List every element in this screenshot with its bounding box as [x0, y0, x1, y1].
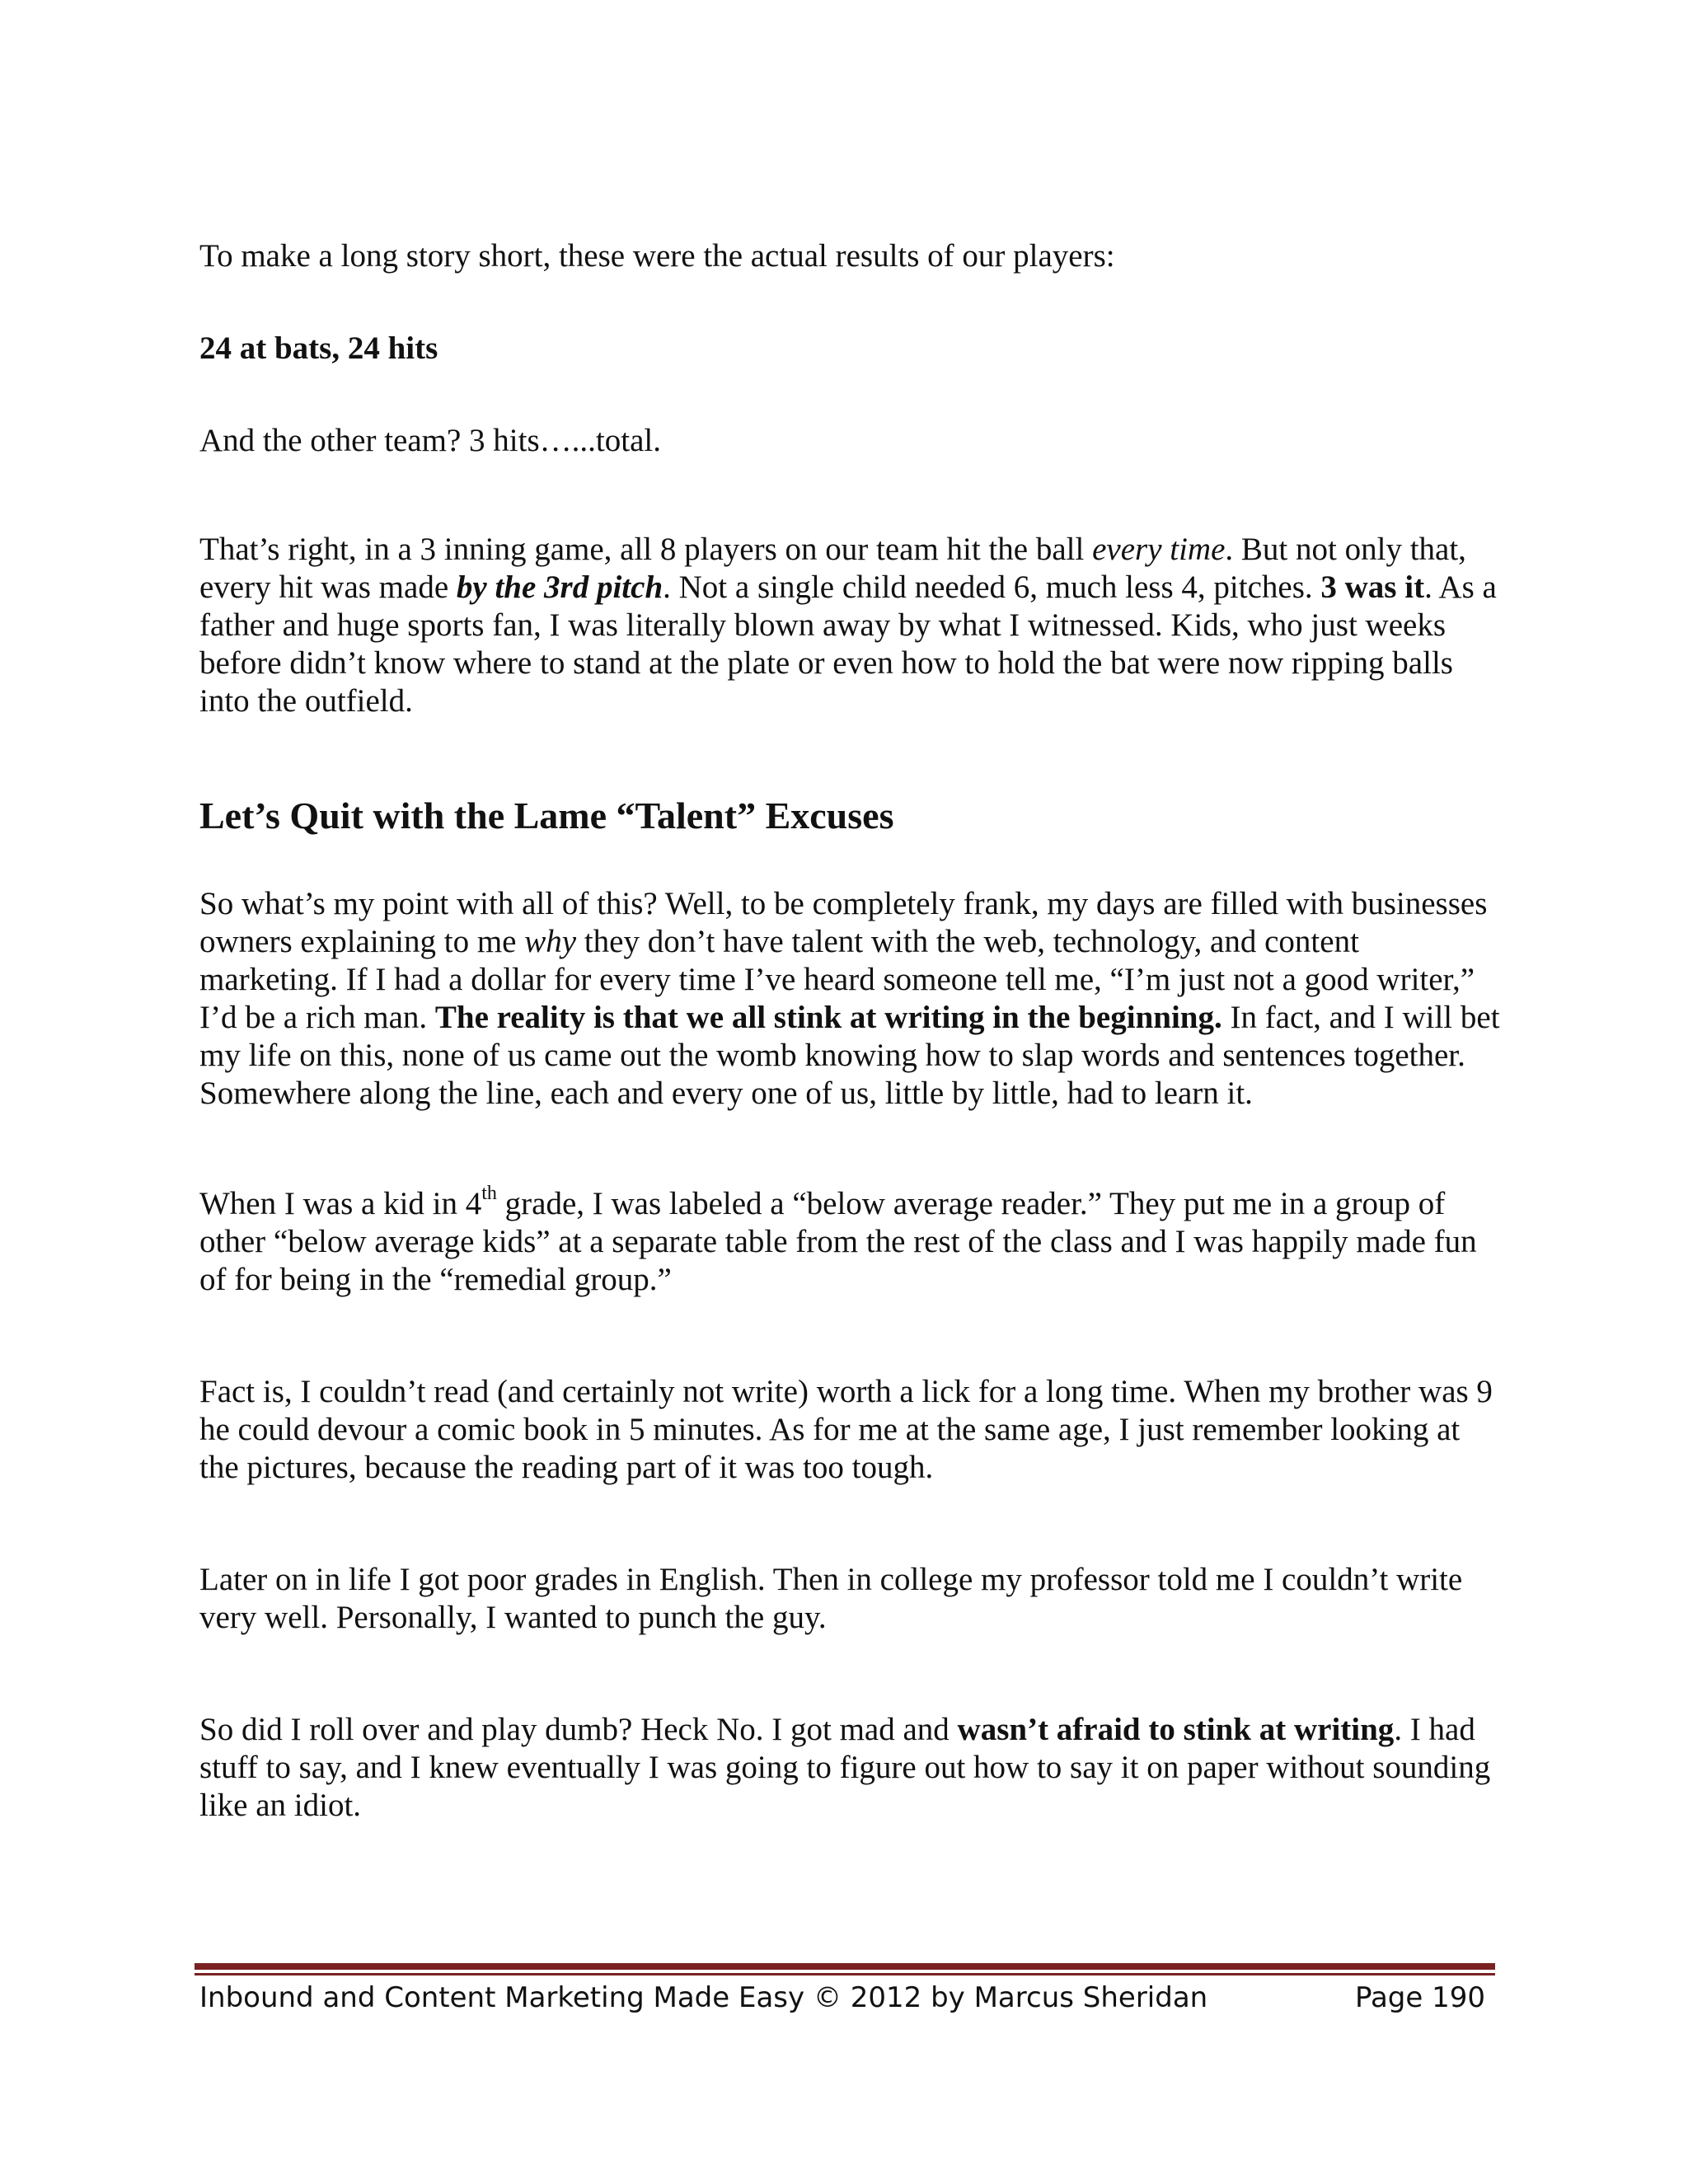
page-number: Page 190: [1354, 1981, 1485, 2014]
thats-right-paragraph: [199, 531, 1502, 720]
fourth-grade-paragraph: [199, 1185, 1502, 1299]
text-run: When I was a kid in 4: [199, 1186, 482, 1221]
text-run: In fact, and I will bet my life on this, none of us came out the womb knowing how to slap words and sentences together. Somewhere along the line, each and every one of us, little by little, had to learn it.: [199, 1000, 1500, 1111]
text-run: . As a father and huge sports fan, I was literally blown away by what I witnessed. Kids, who just weeks before didn’t know where to stand at the plate or even how to hold the bat were now ripping balls into the outfield.: [199, 569, 1497, 719]
text-run: . But not only that, every hit was made: [199, 532, 1466, 605]
so-did-paragraph: [199, 1711, 1502, 1825]
strong-three-was-it: 3 was it: [1320, 569, 1425, 605]
footer-title: Inbound and Content Marketing Made Easy © 2012 by Marcus Sheridan: [199, 1981, 1208, 2014]
fact-is-paragraph: Fact is, I couldn’t read (and certainly not write) worth a lick for a long time. When my brother was 9 he could devour a comic book in 5 minutes. As for me at the same age, I just remember looking at the pictures, because the reading part of it was too tough.: [199, 1374, 1493, 1485]
page-body: [199, 237, 1502, 1825]
strong-not-afraid: wasn’t afraid to stink at writing: [957, 1712, 1395, 1747]
emphasis-why: why: [524, 924, 577, 959]
text-run: grade, I was labeled a “below average reader.” They put me in a group of other “below average kids” at a separate table from the rest of the class and I was happily made fun of for being in the “remedial group.”: [199, 1186, 1477, 1297]
strong-reality: The reality is that we all stink at writing in the beginning.: [434, 1000, 1222, 1035]
later-on-paragraph: Later on in life I got poor grades in English. Then in college my professor told me I couldn’t write very well. Personally, I wanted to punch the guy.: [199, 1562, 1463, 1635]
text-run: they don’t have talent with the web, technology, and content marketing. If I had a dollar for every time I’ve heard someone tell me, “I’m just not a good writer,” I’d be a rich man.: [199, 924, 1475, 1035]
emphasis-third-pitch-text: by the 3rd pitch: [456, 569, 663, 605]
other-team-paragraph: And the other team? 3 hits…...total.: [199, 423, 661, 458]
text-run: . Not a single child needed 6, much less 4, pitches.: [663, 569, 1321, 605]
emphasis-every-time: every time: [1092, 532, 1226, 567]
text-run: So what’s my point with all of this? Well, to be completely frank, my days are filled with businesses owners explaining to me: [199, 886, 1488, 959]
results-line: 24 at bats, 24 hits: [199, 330, 438, 366]
footer-divider-thick: [195, 1963, 1495, 1970]
so-what-paragraph: [199, 885, 1502, 1113]
section-heading: Let’s Quit with the Lame “Talent” Excuses: [199, 794, 894, 837]
text-run: . I had stuff to say, and I knew eventually I was going to figure out how to say it on paper without sounding like an idiot.: [199, 1712, 1491, 1823]
footer-divider-thin: [195, 1973, 1495, 1975]
text-run: So did I roll over and play dumb? Heck No. I got mad and: [199, 1712, 958, 1747]
text-run: That’s right, in a 3 inning game, all 8 players on our team hit the ball: [199, 532, 1093, 567]
ordinal-superscript: th: [481, 1183, 497, 1204]
emphasis-third-pitch: [457, 569, 663, 605]
intro-paragraph: To make a long story short, these were the actual results of our players:: [199, 238, 1115, 274]
